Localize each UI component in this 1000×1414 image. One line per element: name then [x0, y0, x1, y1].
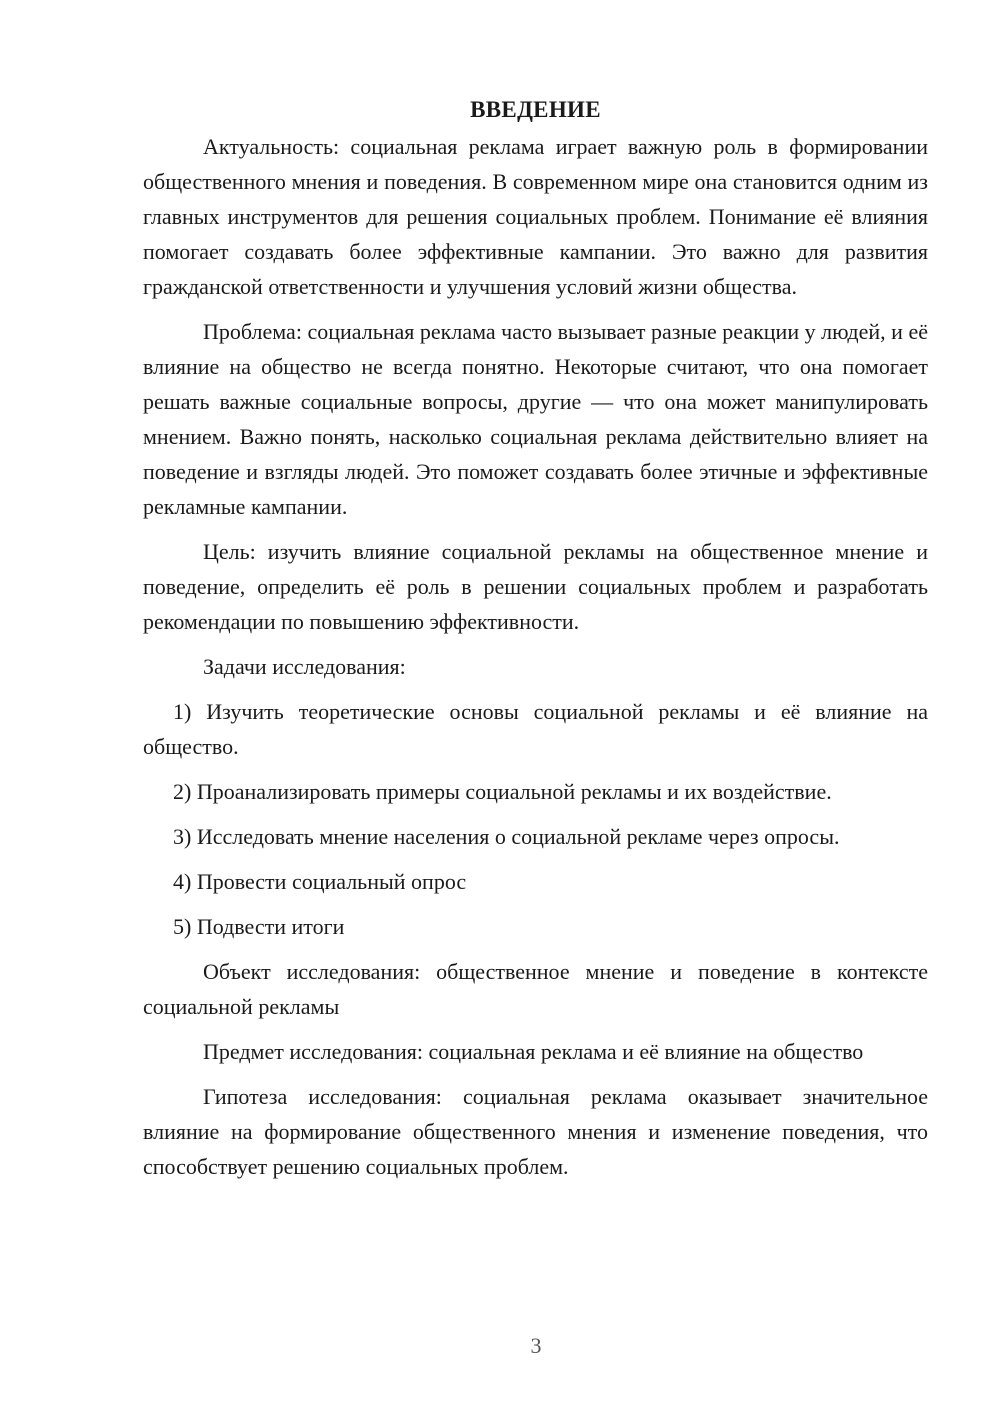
paragraph-object: Объект исследования: общественное мнение и поведение в контексте социальной рекламы — [143, 959, 928, 1019]
list-item: 5) Подвести итоги — [173, 914, 345, 939]
page-title: ВВЕДЕНИЕ — [470, 97, 601, 122]
page-number: 3 — [530, 1333, 542, 1358]
tasks-list — [143, 694, 928, 944]
list-item: 4) Провести социальный опрос — [173, 869, 467, 894]
paragraph-goal: Цель: изучить влияние социальной рекламы на общественное мнение и поведение, определить её роль в решении социальных проблем и разработать рекомендации по повышению эффективности. — [143, 539, 928, 634]
tasks-heading: Задачи исследования: — [203, 654, 406, 679]
paragraph-problem: Проблема: социальная реклама часто вызывает разные реакции у людей, и её влияние на общество не всегда понятно. Некоторые считают, что она помогает решать важные социальные вопросы, другие — что она может манипулировать мнением. Важно понять, насколько социальная реклама действительно влияет на поведение и взгляды людей. Это поможет создавать более этичные и эффективные рекламные кампании. — [143, 319, 928, 519]
paragraph-relevance: Актуальность: социальная реклама играет важную роль в формировании общественного мнения и поведения. В современном мире она становится одним из главных инструментов для решения социальных проблем. Понимание её влияния помогает создавать более эффективные кампании. Это важно для развития гражданской ответственности и улучшения условий жизни общества. — [143, 134, 928, 299]
list-item: 1) Изучить теоретические основы социальной рекламы и её влияние на общество. — [143, 699, 928, 759]
paragraph-subject: Предмет исследования: социальная реклама и её влияние на общество — [203, 1039, 864, 1064]
list-item: 3) Исследовать мнение населения о социальной рекламе через опросы. — [173, 824, 840, 849]
paragraph-hypothesis: Гипотеза исследования: социальная реклама оказывает значительное влияние на формирование общественного мнения и изменение поведения, что способствует решению социальных проблем. — [143, 1084, 928, 1179]
document-page — [143, 94, 928, 1194]
list-item: 2) Проанализировать примеры социальной рекламы и их воздействие. — [173, 779, 832, 804]
